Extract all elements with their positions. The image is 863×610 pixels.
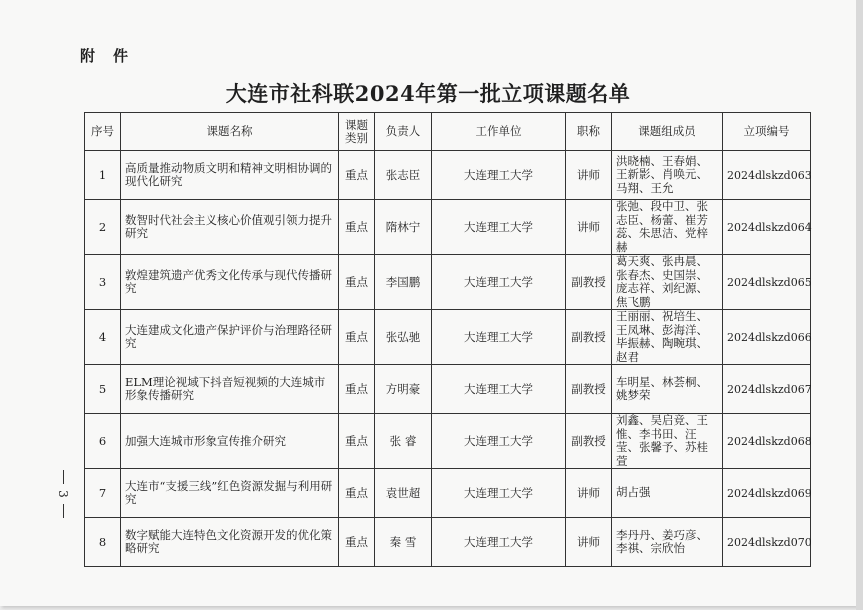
cell-category: 重点 [339, 365, 375, 414]
cell-members: 洪晓楠、王春娟、王新影、肖唤元、马翔、王允 [612, 151, 723, 200]
col-header-members: 课题组成员 [612, 113, 723, 151]
cell-leader: 方明豪 [375, 365, 432, 414]
cell-members: 刘鑫、吴启竞、王惟、李书田、汪莹、张馨予、苏桂萱 [612, 414, 723, 469]
cell-code: 2024dlskzd069 [723, 469, 811, 518]
cell-members: 胡占强 [612, 469, 723, 518]
page-number-dash-top [63, 470, 64, 484]
attachment-label: 附件 [80, 47, 147, 65]
cell-name: 数智时代社会主义核心价值观引领力提升研究 [121, 200, 339, 255]
cell-code: 2024dlskzd070 [723, 518, 811, 567]
cell-name: ELM理论视域下抖音短视频的大连城市形象传播研究 [121, 365, 339, 414]
page-number [56, 470, 70, 518]
cell-no: 3 [85, 255, 121, 310]
cell-no: 2 [85, 200, 121, 255]
cell-leader: 袁世超 [375, 469, 432, 518]
cell-code: 2024dlskzd065 [723, 255, 811, 310]
cell-leader: 张 睿 [375, 414, 432, 469]
table-row [85, 469, 811, 518]
table-row [85, 365, 811, 414]
cell-unit: 大连理工大学 [432, 310, 566, 365]
col-header-leader: 负责人 [375, 113, 432, 151]
cell-name: 加强大连城市形象宣传推介研究 [121, 414, 339, 469]
cell-rank: 讲师 [566, 200, 612, 255]
cell-code: 2024dlskzd066 [723, 310, 811, 365]
cell-leader: 秦 雪 [375, 518, 432, 567]
page-number-value: 3 [56, 490, 70, 498]
scan-edge [856, 0, 863, 610]
cell-no: 7 [85, 469, 121, 518]
cell-category: 重点 [339, 414, 375, 469]
col-header-no: 序号 [85, 113, 121, 151]
project-table [84, 112, 811, 567]
cell-unit: 大连理工大学 [432, 469, 566, 518]
cell-rank: 副教授 [566, 365, 612, 414]
table-row [85, 310, 811, 365]
cell-category: 重点 [339, 200, 375, 255]
cell-no: 5 [85, 365, 121, 414]
cell-no: 8 [85, 518, 121, 567]
col-header-unit: 工作单位 [432, 113, 566, 151]
table-row [85, 151, 811, 200]
cell-name: 敦煌建筑遗产优秀文化传承与现代传播研究 [121, 255, 339, 310]
cell-members: 葛天爽、张冉晨、张春杰、史国崇、庞志祥、刘纪源、焦飞鹏 [612, 255, 723, 310]
cell-members: 张弛、段中卫、张志臣、杨蕾、崔芳蕊、朱思洁、党梓赫 [612, 200, 723, 255]
cell-rank: 副教授 [566, 310, 612, 365]
cell-rank: 讲师 [566, 469, 612, 518]
cell-leader: 隋林宁 [375, 200, 432, 255]
cell-category: 重点 [339, 469, 375, 518]
cell-members: 李丹丹、姜巧彦、李祺、宗欣怡 [612, 518, 723, 567]
cell-category: 重点 [339, 255, 375, 310]
col-header-name: 课题名称 [121, 113, 339, 151]
table-row [85, 414, 811, 469]
cell-code: 2024dlskzd067 [723, 365, 811, 414]
cell-no: 6 [85, 414, 121, 469]
col-header-category: 课题 类别 [339, 113, 375, 151]
col-header-code: 立项编号 [723, 113, 811, 151]
cell-no: 1 [85, 151, 121, 200]
cell-name: 大连建成文化遗产保护评价与治理路径研究 [121, 310, 339, 365]
cell-leader: 张志臣 [375, 151, 432, 200]
cell-code: 2024dlskzd064 [723, 200, 811, 255]
cell-unit: 大连理工大学 [432, 414, 566, 469]
cell-name: 大连市“支援三线”红色资源发掘与利用研究 [121, 469, 339, 518]
cell-name: 高质量推动物质文明和精神文明相协调的现代化研究 [121, 151, 339, 200]
cell-unit: 大连理工大学 [432, 365, 566, 414]
cell-code: 2024dlskzd063 [723, 151, 811, 200]
cell-category: 重点 [339, 310, 375, 365]
cell-unit: 大连理工大学 [432, 151, 566, 200]
cell-code: 2024dlskzd068 [723, 414, 811, 469]
table-row [85, 200, 811, 255]
cell-category: 重点 [339, 151, 375, 200]
table-header-row [85, 113, 811, 151]
cell-name: 数字赋能大连特色文化资源开发的优化策略研究 [121, 518, 339, 567]
cell-no: 4 [85, 310, 121, 365]
cell-leader: 张弘驰 [375, 310, 432, 365]
cell-members: 车明星、林荟桐、姚梦荣 [612, 365, 723, 414]
col-header-rank: 职称 [566, 113, 612, 151]
page-number-dash-bottom [63, 504, 64, 518]
cell-leader: 李国鹏 [375, 255, 432, 310]
cell-unit: 大连理工大学 [432, 518, 566, 567]
cell-category: 重点 [339, 518, 375, 567]
cell-unit: 大连理工大学 [432, 200, 566, 255]
cell-rank: 讲师 [566, 518, 612, 567]
cell-rank: 副教授 [566, 255, 612, 310]
cell-unit: 大连理工大学 [432, 255, 566, 310]
cell-rank: 讲师 [566, 151, 612, 200]
cell-rank: 副教授 [566, 414, 612, 469]
cell-members: 王丽丽、祝培生、王凤琳、彭海洋、毕振赫、陶畹琪、赵君 [612, 310, 723, 365]
table-row [85, 255, 811, 310]
page-title: 大连市社科联2024年第一批立项课题名单 [225, 81, 631, 106]
table-row [85, 518, 811, 567]
